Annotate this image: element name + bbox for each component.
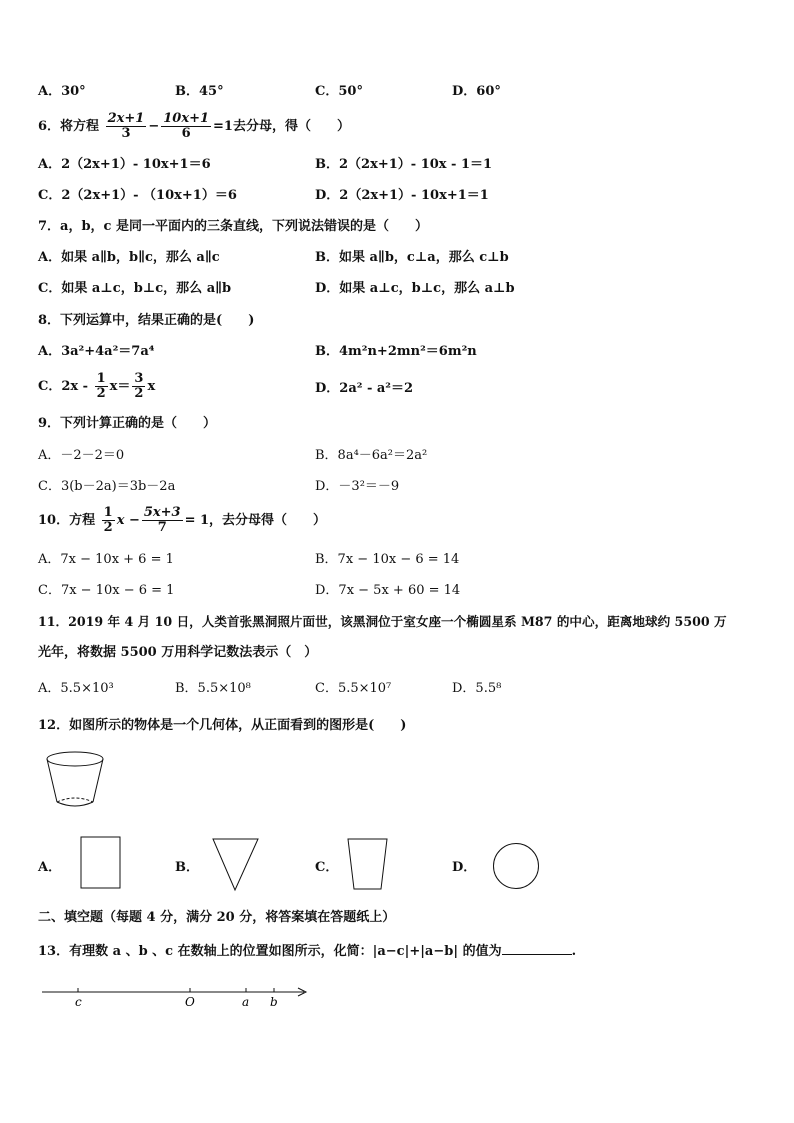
q12-option-a-rectangle: [80, 836, 122, 890]
section-2-heading: 二、填空题（每题 4 分，满分 20 分，将答案填在答题纸上）: [38, 910, 396, 925]
q12-cup-figure: [44, 750, 108, 812]
q13-label-c: c: [75, 995, 82, 1009]
q8-c-f1-num: 1: [96, 371, 106, 386]
q6-mid: −: [148, 119, 160, 134]
q6-pre: 将方程: [60, 119, 100, 134]
q8-option-c: [38, 372, 155, 401]
q10-fraction-1: [102, 506, 115, 535]
q6-fraction-1: [106, 112, 147, 141]
q13-label-o: O: [185, 995, 195, 1009]
q13-label-b: b: [270, 995, 278, 1009]
q10-pre: 方程: [69, 513, 96, 528]
q11-option-c: C．5.5×10⁷: [315, 681, 392, 696]
q8-stem: 8．下列运算中，结果正确的是( ): [38, 313, 255, 328]
q5-option-d: D．60°: [452, 84, 501, 99]
q10-stem: [38, 506, 326, 535]
q10-f2-den: 7: [157, 520, 167, 535]
q8-c-f2-num: 3: [134, 371, 144, 386]
q6-fraction-2: [161, 112, 211, 141]
q8-c-f1-den: 2: [96, 386, 106, 401]
q11-option-d: D．5.5⁸: [452, 681, 502, 696]
q6-stem: [38, 112, 350, 141]
q10-option-a: A．7x − 10x + 6 = 1: [38, 552, 174, 567]
q6-option-c: C．2（2x+1）- （10x+1）＝6: [38, 188, 237, 203]
q9-option-d: D．－3²＝－9: [315, 479, 400, 494]
q8-c-fraction-2: [132, 372, 145, 401]
q10-option-c: C．7x − 10x − 6 = 1: [38, 583, 175, 598]
q10-f1-den: 2: [103, 520, 113, 535]
q6-option-d: D．2（2x+1）- 10x+1＝1: [315, 188, 489, 203]
q7-option-b: B．如果 a∥b，c⊥a，那么 c⊥b: [315, 250, 509, 265]
q8-c-post: x: [147, 379, 156, 394]
q11-option-b: B．5.5×10⁸: [175, 681, 251, 696]
q10-option-b: B．7x − 10x − 6 = 14: [315, 552, 460, 567]
q10-f1-num: 1: [103, 505, 113, 520]
q9-option-a: A．－2－2＝0: [38, 448, 125, 463]
q6-f1-num: 2x+1: [107, 111, 145, 126]
q11-line-2: 光年，将数据 5500 万用科学记数法表示（ ）: [38, 645, 318, 660]
q10-f2-num: 5x+3: [143, 505, 181, 520]
q12-option-d-label: D．: [452, 860, 477, 875]
q9-stem: 9．下列计算正确的是（ ）: [38, 416, 217, 431]
q11-option-a: A．5.5×10³: [38, 681, 114, 696]
q13-label-a: a: [242, 995, 250, 1009]
q6-post: =1去分母，得（ ）: [213, 119, 350, 134]
q10-fraction-2: [142, 506, 183, 535]
q12-option-a-label: A．: [38, 860, 62, 875]
q6-f1-den: 3: [121, 126, 131, 141]
q5-option-b: B．45°: [175, 84, 224, 99]
q7-option-c: C．如果 a⊥c，b⊥c，那么 a∥b: [38, 281, 232, 296]
q6-option-b: B．2（2x+1）- 10x - 1＝1: [315, 157, 493, 172]
q12-option-b-label: B．: [175, 860, 199, 875]
q7-option-a: A．如果 a∥b，b∥c，那么 a∥c: [38, 250, 220, 265]
q12-option-d-circle: [492, 842, 540, 890]
q8-option-b: B．4m²n+2mn²＝6m²n: [315, 344, 477, 359]
q9-option-b: B．8a⁴－6a²＝2a²: [315, 448, 428, 463]
q10-post: = 1，去分母得（ ）: [184, 513, 327, 528]
q8-c-pre: C．2x -: [38, 379, 93, 394]
q13-period: .: [571, 944, 577, 959]
q13-stem: [38, 942, 576, 960]
q8-c-fraction-1: [95, 372, 108, 401]
q5-option-a: A．30°: [38, 84, 86, 99]
q8-c-mid: x＝: [109, 379, 131, 394]
q8-option-a: A．3a²+4a²＝7a⁴: [38, 344, 155, 359]
q6-number: 6．: [38, 119, 61, 134]
q8-c-f2-den: 2: [134, 386, 144, 401]
q11-line-1: 11．2019 年 4 月 10 日，人类首张黑洞照片面世，该黑洞位于室女座一个椭圆星系 M87 的中心，距离地球约 5500 万: [38, 614, 727, 629]
q10-option-d: D．7x − 5x + 60 = 14: [315, 583, 461, 598]
q13-answer-blank[interactable]: [502, 942, 572, 955]
q12-stem: 12．如图所示的物体是一个几何体，从正面看到的图形是( ): [38, 718, 407, 733]
q9-option-c: C．3(b－2a)＝3b－2a: [38, 479, 176, 494]
q6-option-a: A．2（2x+1）- 10x+1＝6: [38, 157, 211, 172]
q10-number: 10．: [38, 513, 70, 528]
q10-mid: x −: [116, 513, 140, 528]
q12-option-c-label: C．: [315, 860, 339, 875]
q7-stem: 7．a，b，c 是同一平面内的三条直线，下列说法错误的是（ ）: [38, 219, 429, 234]
q13-number-line: [40, 982, 312, 1010]
q12-option-b-triangle: [211, 837, 261, 892]
q13-text: 13．有理数 a 、b 、c 在数轴上的位置如图所示，化简：|a−c|+|a−b| 的值为: [38, 944, 502, 959]
q7-option-d: D．如果 a⊥c，b⊥c，那么 a⊥b: [315, 281, 515, 296]
q6-f2-num: 10x+1: [163, 111, 210, 126]
q5-option-c: C．50°: [315, 84, 363, 99]
q8-option-d: D．2a² - a²＝2: [315, 381, 414, 396]
q12-option-c-trapezoid: [346, 837, 390, 891]
q6-f2-den: 6: [181, 126, 191, 141]
